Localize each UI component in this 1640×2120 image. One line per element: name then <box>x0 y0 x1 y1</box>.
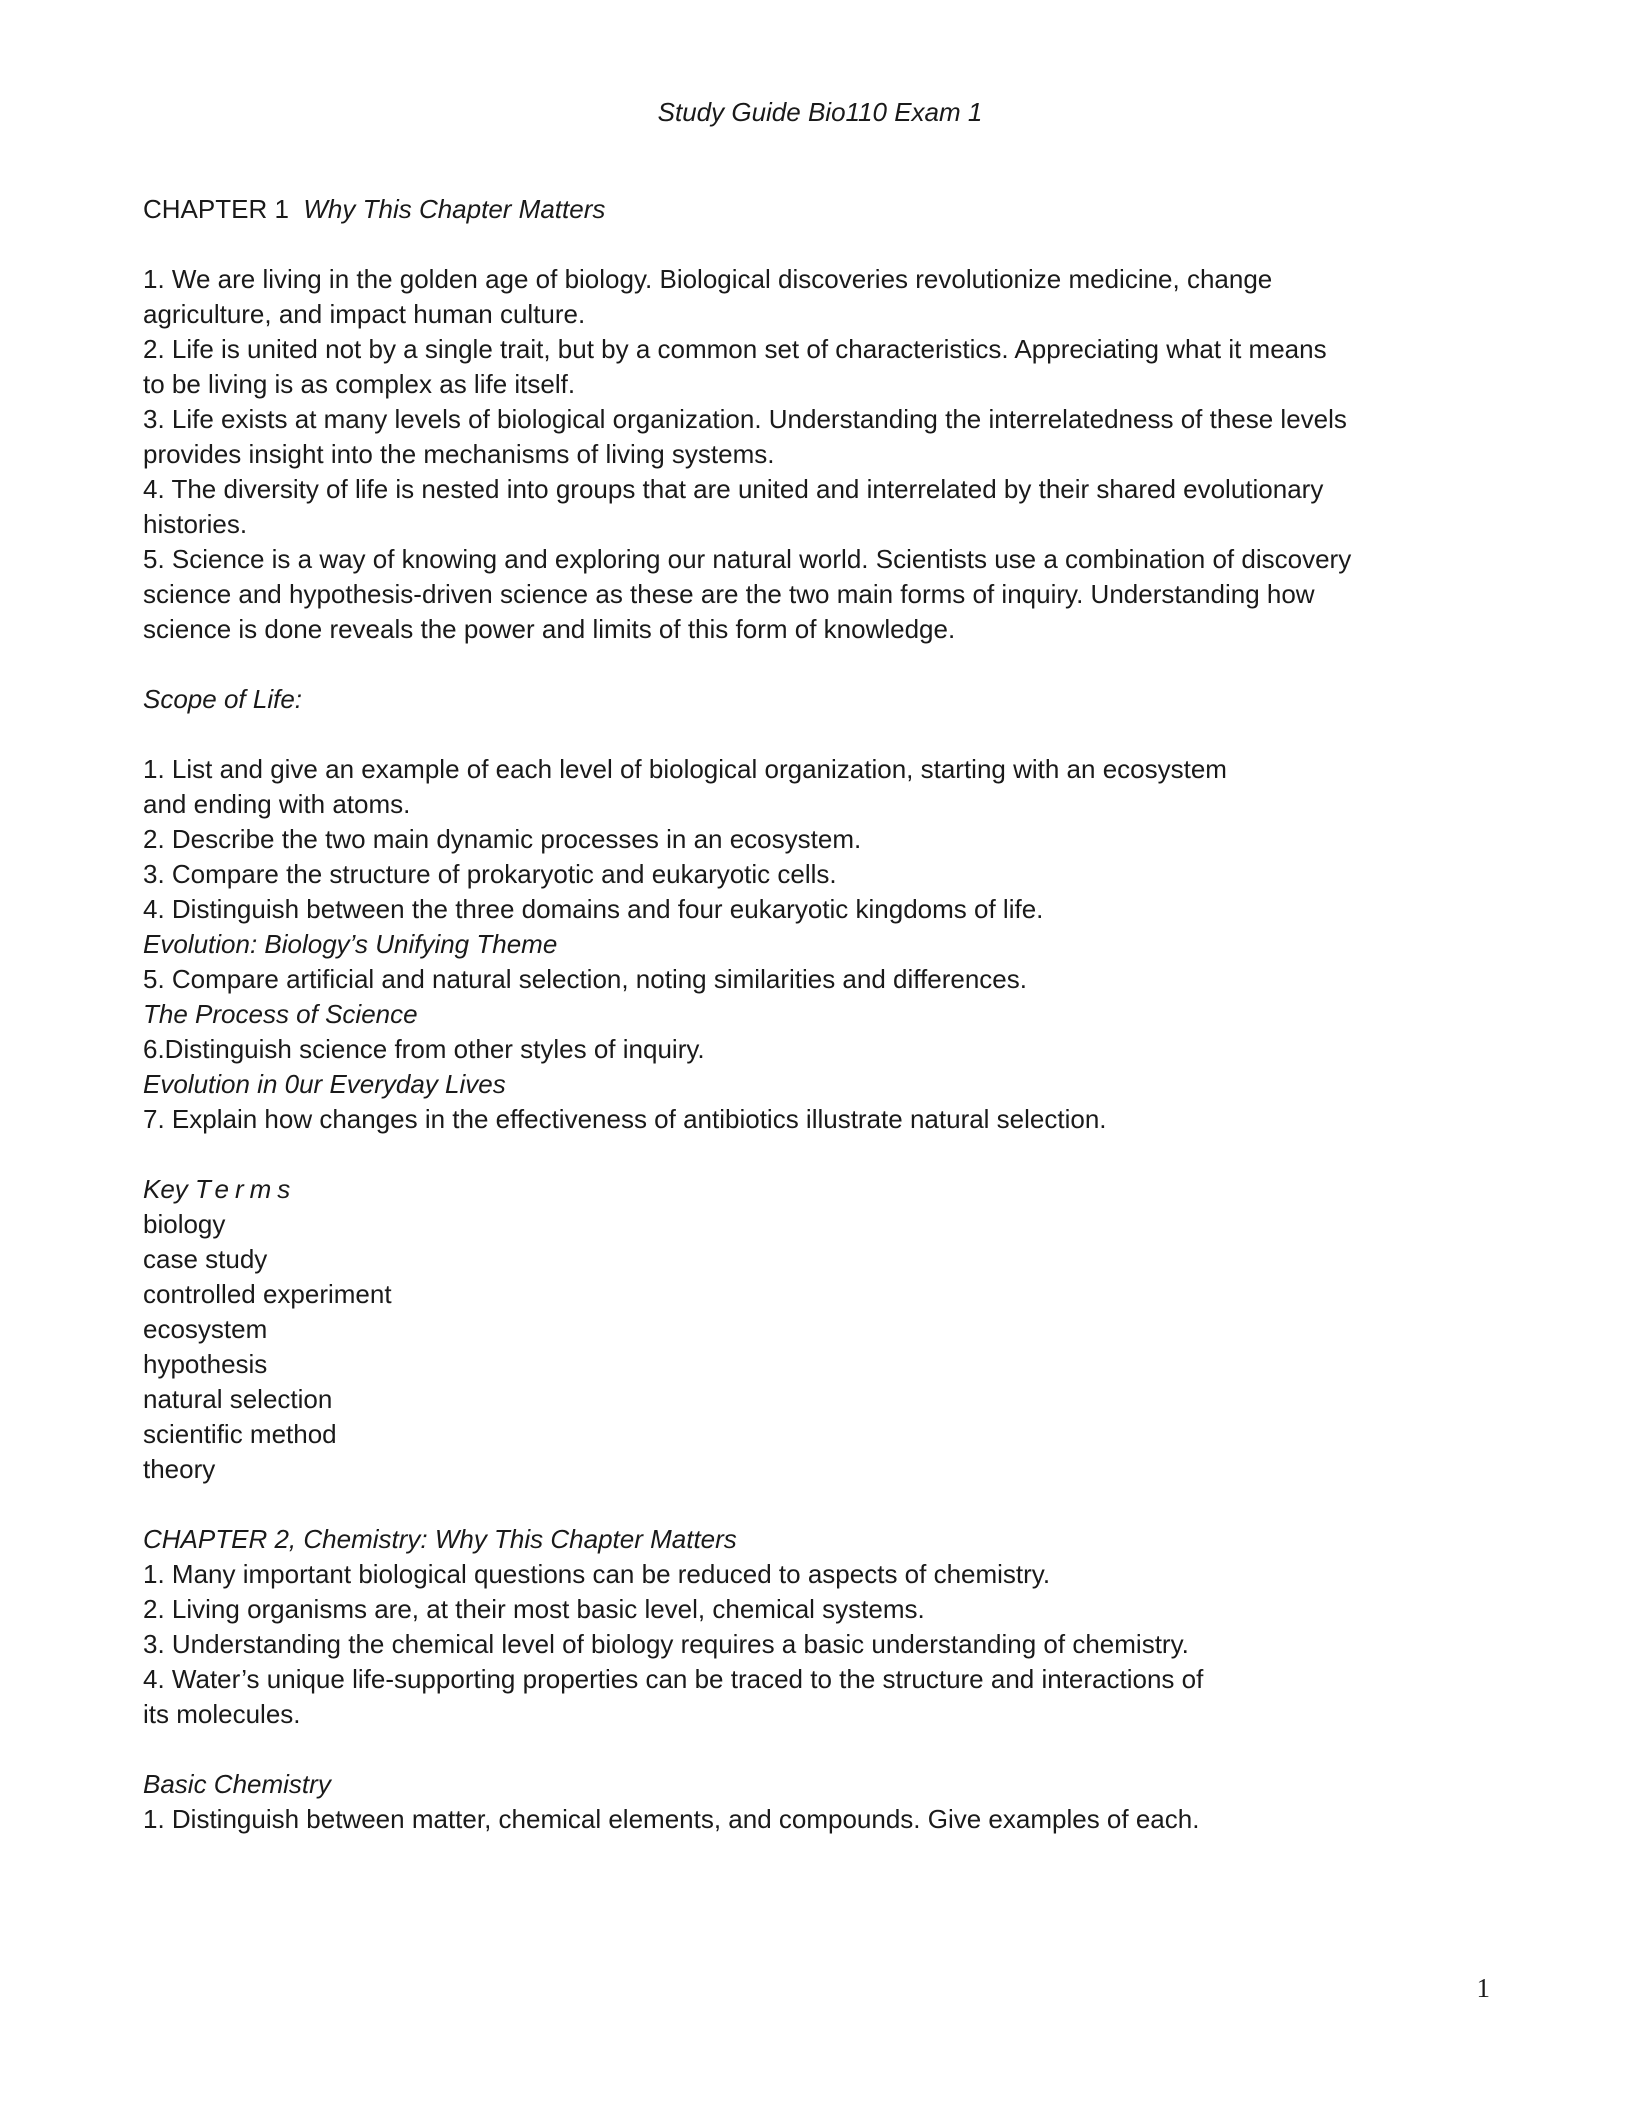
chapter-1-heading <box>143 192 1483 227</box>
everyday-lives-heading: Evolution in 0ur Everyday Lives <box>143 1069 506 1099</box>
page-number: 1 <box>1476 1973 1490 2003</box>
paragraph-line: 1. We are living in the golden age of biology. Biological discoveries revolutionize medicine, change <box>143 264 1273 294</box>
key-terms-heading: Key Terms <box>143 1174 297 1204</box>
objective-line: 3. Compare the structure of prokaryotic and eukaryotic cells. <box>143 859 837 889</box>
document-title: Study Guide Bio110 Exam 1 <box>657 97 983 127</box>
objective-line: 4. Distinguish between the three domains and four eukaryotic kingdoms of life. <box>143 894 1044 924</box>
paragraph-line: 3. Understanding the chemical level of biology requires a basic understanding of chemistry. <box>143 1629 1189 1659</box>
paragraph-line: to be living is as complex as life itself. <box>143 369 576 399</box>
scope-of-life-heading: Scope of Life: <box>143 684 302 714</box>
paragraph-line: 4. Water’s unique life-supporting properties can be traced to the structure and interactions of <box>143 1664 1204 1694</box>
basic-chemistry-heading: Basic Chemistry <box>143 1769 331 1799</box>
scope-objectives <box>143 752 1483 927</box>
paragraph-line: 1. Many important biological questions can be reduced to aspects of chemistry. <box>143 1559 1051 1589</box>
paragraph-line: science and hypothesis-driven science as these are the two main forms of inquiry. Understanding how <box>143 579 1315 609</box>
chapter-2-heading: CHAPTER 2, Chemistry: Why This Chapter Matters <box>143 1524 737 1554</box>
chapter-1-label: CHAPTER 1 <box>143 194 289 224</box>
objective-line: 5. Compare artificial and natural selection, noting similarities and differences. <box>143 964 1027 994</box>
chapter-1-points <box>143 262 1483 647</box>
key-term: hypothesis <box>143 1349 268 1379</box>
key-term: biology <box>143 1209 226 1239</box>
paragraph-line: 4. The diversity of life is nested into groups that are united and interrelated by their shared evolutionary <box>143 474 1324 504</box>
key-terms-list <box>143 1207 1483 1487</box>
key-term: natural selection <box>143 1384 333 1414</box>
evolution-heading: Evolution: Biology’s Unifying Theme <box>143 929 558 959</box>
objective-line: and ending with atoms. <box>143 789 411 819</box>
key-term: case study <box>143 1244 268 1274</box>
key-term: scientific method <box>143 1419 337 1449</box>
paragraph-line: 2. Life is united not by a single trait, but by a common set of characteristics. Appreciating what it means <box>143 334 1327 364</box>
paragraph-line: provides insight into the mechanisms of living systems. <box>143 439 775 469</box>
key-term: ecosystem <box>143 1314 268 1344</box>
chapter-2-points <box>143 1557 1483 1732</box>
paragraph-line: its molecules. <box>143 1699 301 1729</box>
chapter-1-subtitle: Why This Chapter Matters <box>303 194 606 224</box>
objective-line: 7. Explain how changes in the effectiveness of antibiotics illustrate natural selection. <box>143 1104 1107 1134</box>
objective-line: 2. Describe the two main dynamic processes in an ecosystem. <box>143 824 862 854</box>
document-body <box>143 192 1483 1837</box>
paragraph-line: 5. Science is a way of knowing and exploring our natural world. Scientists use a combination of discovery <box>143 544 1352 574</box>
paragraph-line: science is done reveals the power and limits of this form of knowledge. <box>143 614 956 644</box>
objective-line: 6.Distinguish science from other styles of inquiry. <box>143 1034 705 1064</box>
paragraph-line: 3. Life exists at many levels of biological organization. Understanding the interrelatedness of these levels <box>143 404 1347 434</box>
paragraph-line: histories. <box>143 509 248 539</box>
paragraph-line: 2. Living organisms are, at their most basic level, chemical systems. <box>143 1594 925 1624</box>
process-of-science-heading: The Process of Science <box>143 999 418 1029</box>
key-term: theory <box>143 1454 216 1484</box>
key-term: controlled experiment <box>143 1279 392 1309</box>
paragraph-line: agriculture, and impact human culture. <box>143 299 586 329</box>
objective-line: 1. List and give an example of each level of biological organization, starting with an ecosystem <box>143 754 1227 784</box>
objective-line: 1. Distinguish between matter, chemical elements, and compounds. Give examples of each. <box>143 1804 1200 1834</box>
